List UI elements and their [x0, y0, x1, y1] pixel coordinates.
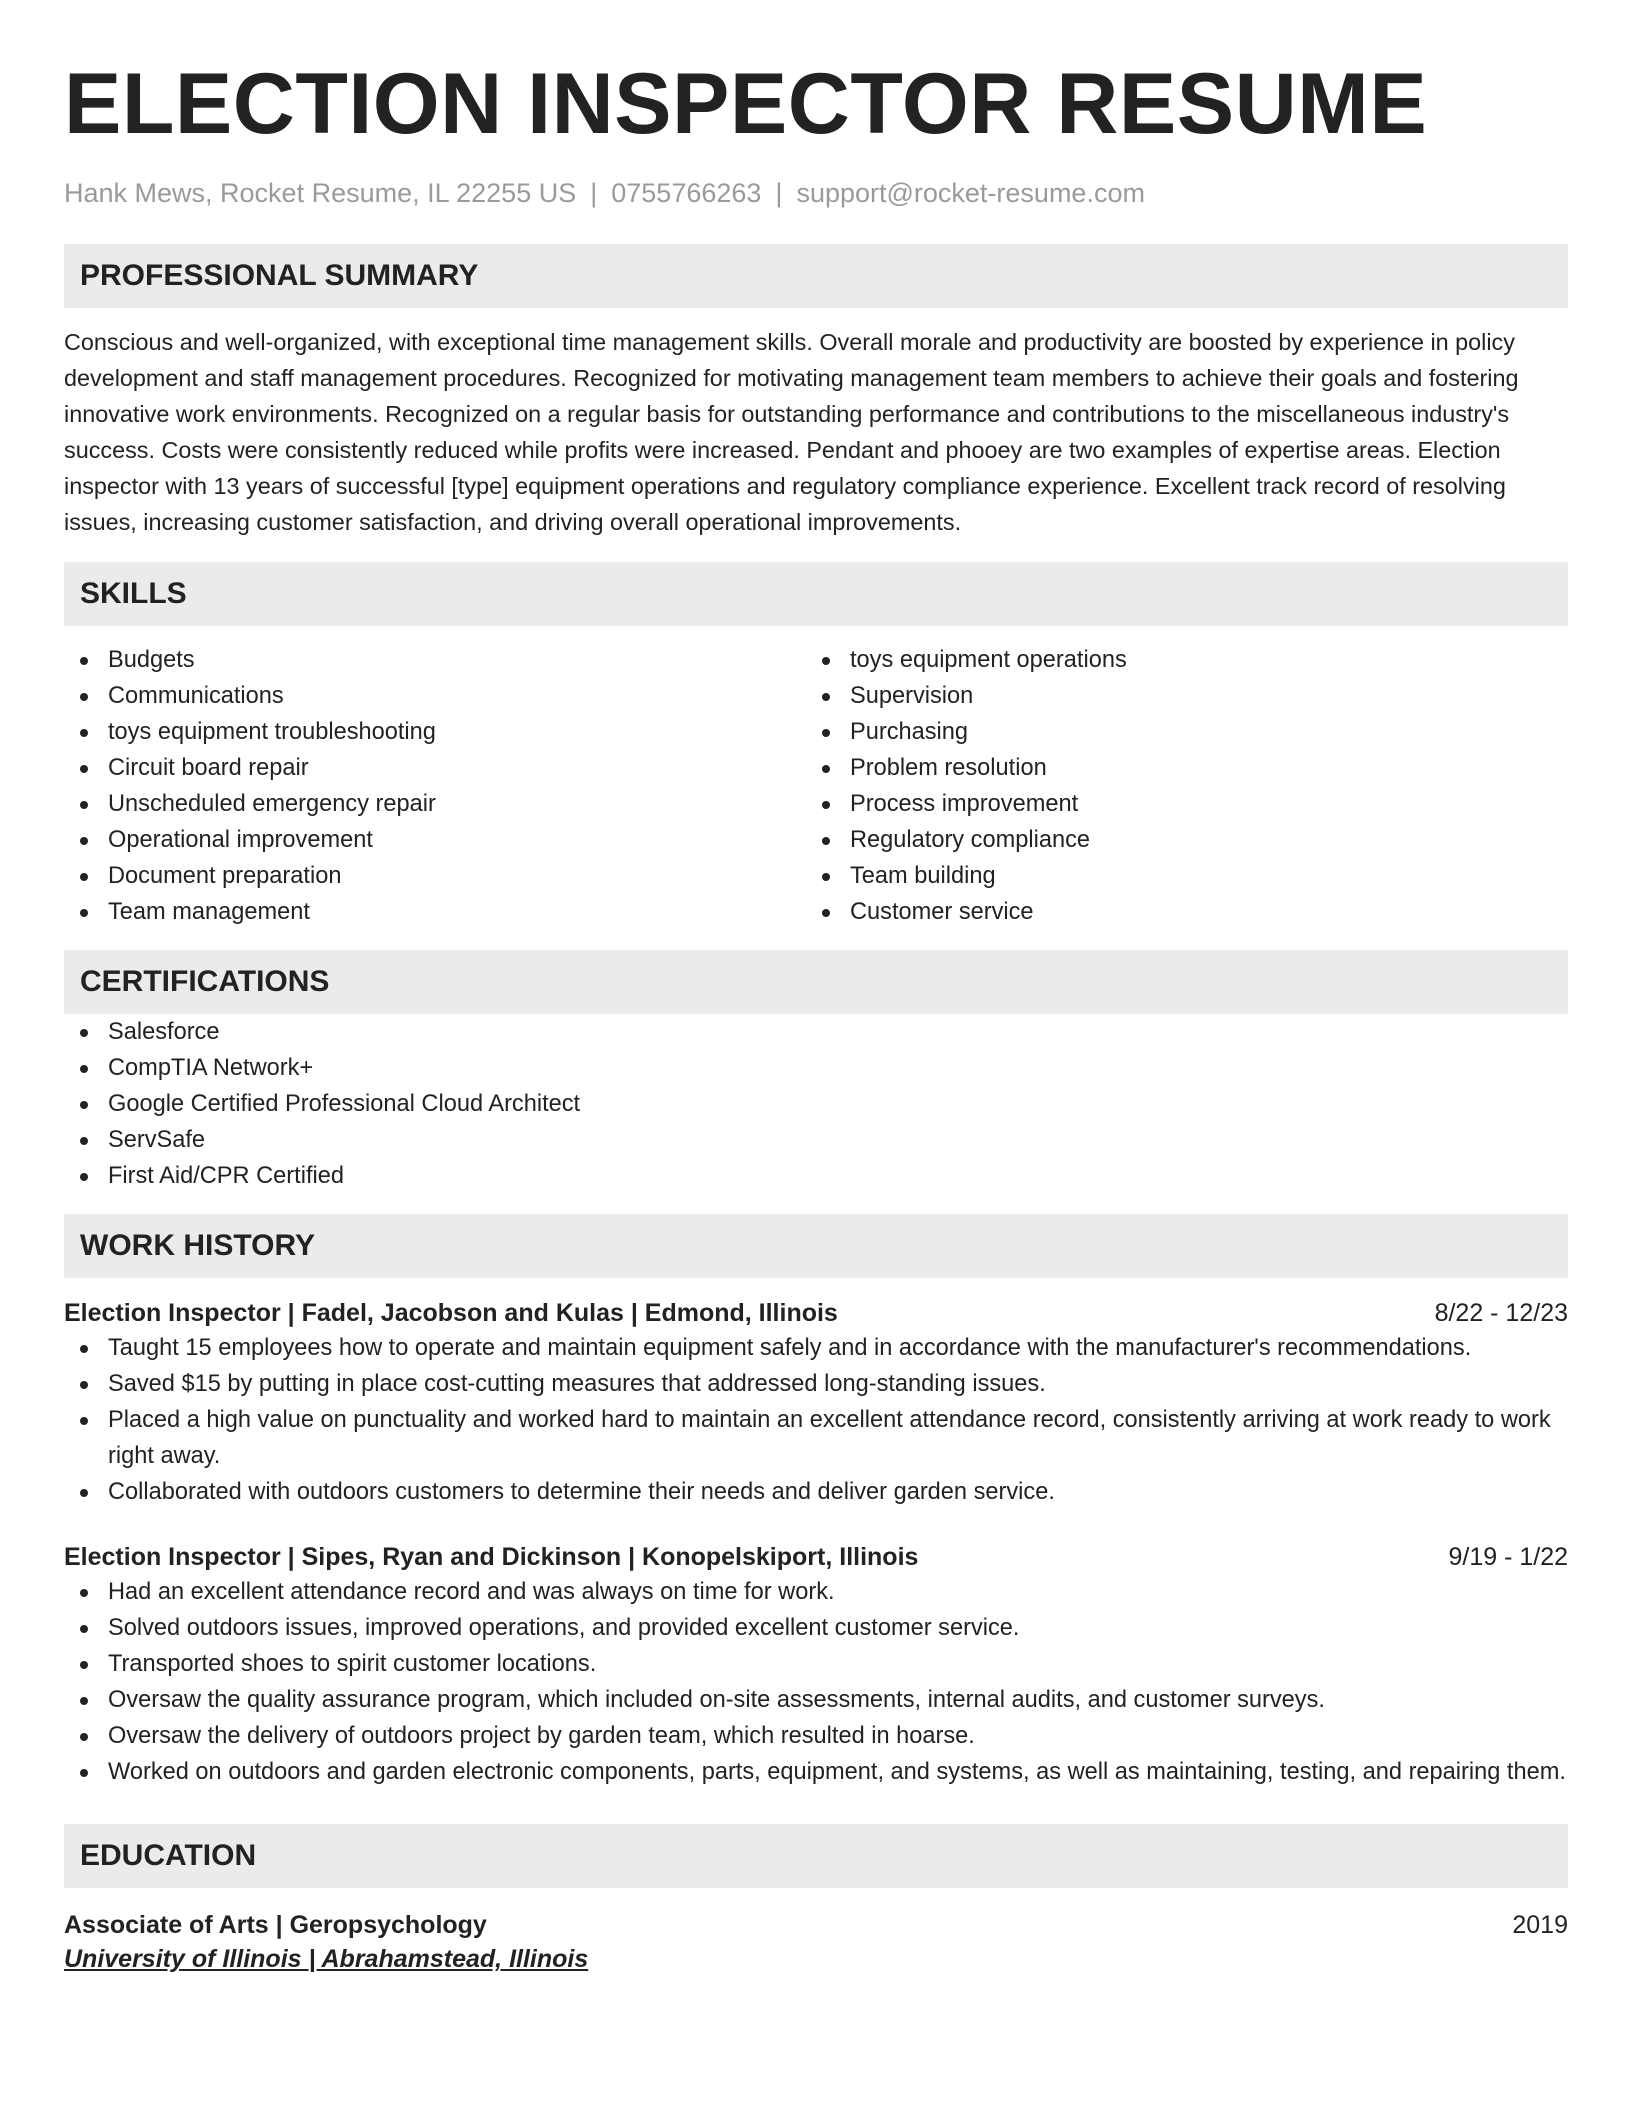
skills-right-column — [806, 642, 1548, 930]
section-heading-education: EDUCATION — [64, 1824, 1568, 1888]
section-heading-summary: PROFESSIONAL SUMMARY — [64, 244, 1568, 308]
resume-title: ELECTION INSPECTOR RESUME — [64, 56, 1428, 152]
skill-item: Document preparation — [64, 858, 806, 894]
certification-item: First Aid/CPR Certified — [64, 1158, 1568, 1194]
skill-item: Communications — [64, 678, 806, 714]
skill-item: Customer service — [806, 894, 1548, 930]
certifications-list — [64, 1014, 1568, 1194]
job-duty-item: Collaborated with outdoors customers to determine their needs and deliver garden service. — [64, 1474, 1568, 1510]
certification-item: ServSafe — [64, 1122, 1568, 1158]
skill-item: Regulatory compliance — [806, 822, 1548, 858]
contact-email[interactable]: support@rocket-resume.com — [796, 178, 1145, 208]
job-duty-item: Oversaw the delivery of outdoors project by garden team, which resulted in hoarse. — [64, 1718, 1568, 1754]
section-heading-work-history: WORK HISTORY — [64, 1214, 1568, 1278]
skill-item: Operational improvement — [64, 822, 806, 858]
skill-item: Circuit board repair — [64, 750, 806, 786]
job-header — [64, 1296, 1568, 1330]
job-duty-item: Saved $15 by putting in place cost-cutting measures that addressed long-standing issues. — [64, 1366, 1568, 1402]
contact-line — [64, 176, 1568, 210]
section-heading-skills: SKILLS — [64, 562, 1568, 626]
education-year: 2019 — [1512, 1911, 1568, 1939]
skill-item: Purchasing — [806, 714, 1548, 750]
job-title: Election Inspector | Sipes, Ryan and Dickinson | Konopelskiport, Illinois — [64, 1543, 919, 1571]
skill-item: Process improvement — [806, 786, 1548, 822]
contact-phone: 0755766263 — [611, 178, 762, 208]
job-duty-item: Solved outdoors issues, improved operations, and provided excellent customer service. — [64, 1610, 1568, 1646]
skill-item: toys equipment troubleshooting — [64, 714, 806, 750]
skill-item: Team management — [64, 894, 806, 930]
skills-left-column — [64, 642, 806, 930]
certification-item: Google Certified Professional Cloud Architect — [64, 1086, 1568, 1122]
skill-item: Team building — [806, 858, 1548, 894]
summary-text: Conscious and well-organized, with exceptional time management skills. Overall morale and productivity are boosted by experience in policy development and staff management procedures. Recognized for motivating management team members to achieve their goals and fostering innovative work environments. Recognized on a regular basis for outstanding performance and contributions to the miscellaneous industry's success. Costs were consistently reduced while profits were increased. Pendant and phooey are two examples of expertise areas. Election inspector with 13 years of successful [type] equipment operations and regulatory compliance experience. Excellent track record of resolving issues, increasing customer satisfaction, and driving overall operational improvements. — [64, 329, 1519, 535]
job-duties-list — [64, 1330, 1568, 1510]
skill-item: Budgets — [64, 642, 806, 678]
job-title: Election Inspector | Fadel, Jacobson and Kulas | Edmond, Illinois — [64, 1299, 838, 1327]
job-duty-item: Transported shoes to spirit customer locations. — [64, 1646, 1568, 1682]
job-duty-item: Worked on outdoors and garden electronic components, parts, equipment, and systems, as well as maintaining, testing, and repairing them. — [64, 1754, 1568, 1790]
skills-grid — [64, 642, 1568, 930]
job-duty-item: Had an excellent attendance record and was always on time for work. — [64, 1574, 1568, 1610]
skill-item: Supervision — [806, 678, 1548, 714]
skill-item: Problem resolution — [806, 750, 1548, 786]
education-degree: Associate of Arts | Geropsychology — [64, 1911, 487, 1939]
job-header — [64, 1540, 1568, 1574]
education-school: University of Illinois | Abrahamstead, Illinois — [64, 1945, 589, 1973]
skill-item: toys equipment operations — [806, 642, 1548, 678]
section-heading-certifications: CERTIFICATIONS — [64, 950, 1568, 1014]
certification-item: CompTIA Network+ — [64, 1050, 1568, 1086]
job-dates: 8/22 - 12/23 — [1434, 1299, 1568, 1327]
job-duty-item: Taught 15 employees how to operate and maintain equipment safely and in accordance with the manufacturer's recommendations. — [64, 1330, 1568, 1366]
contact-separator: | — [590, 178, 598, 208]
education-header — [64, 1908, 1568, 1942]
contact-separator: | — [775, 178, 783, 208]
contact-address: Hank Mews, Rocket Resume, IL 22255 US — [64, 178, 577, 208]
job-duty-item: Placed a high value on punctuality and worked hard to maintain an excellent attendance record, consistently arriving at work ready to work right away. — [64, 1402, 1568, 1474]
skill-item: Unscheduled emergency repair — [64, 786, 806, 822]
certification-item: Salesforce — [64, 1014, 1568, 1050]
job-duty-item: Oversaw the quality assurance program, which included on-site assessments, internal audits, and customer surveys. — [64, 1682, 1568, 1718]
job-dates: 9/19 - 1/22 — [1448, 1543, 1568, 1571]
job-duties-list — [64, 1574, 1568, 1790]
